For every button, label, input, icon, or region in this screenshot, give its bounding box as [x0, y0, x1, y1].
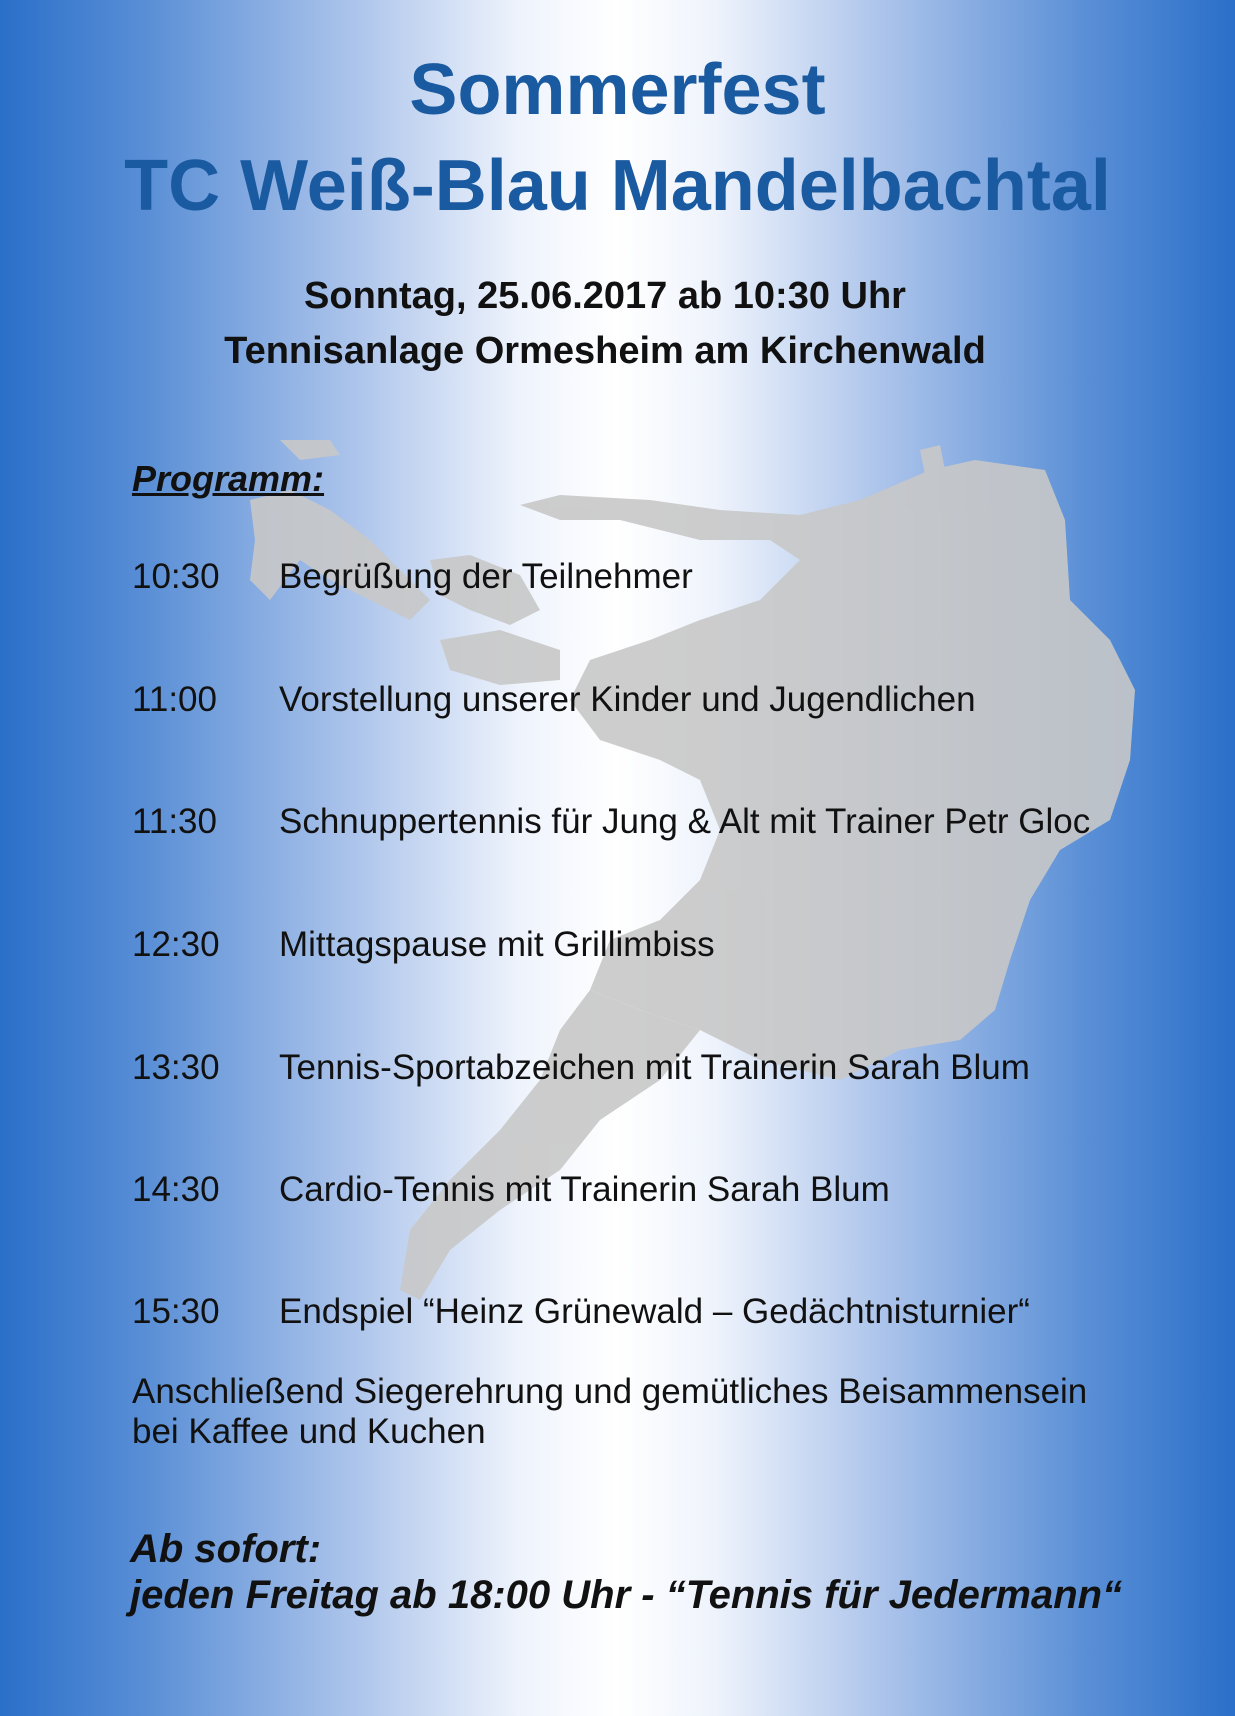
program-time: 11:30 — [132, 802, 217, 841]
program-time: 11:00 — [132, 680, 217, 719]
event-date: Sonntag, 25.06.2017 ab 10:30 Uhr — [304, 275, 906, 317]
closing-line-1: Anschließend Siegerehrung und gemütliches Beisammensein — [132, 1372, 1088, 1411]
program-time: 13:30 — [132, 1048, 220, 1087]
program-item — [132, 924, 715, 966]
title-line-1: Sommerfest — [409, 50, 826, 130]
program-text: Schnuppertennis für Jung & Alt mit Trainer Petr Gloc — [279, 802, 1091, 841]
program-text: Begrüßung der Teilnehmer — [279, 557, 693, 596]
event-location: Tennisanlage Ormesheim am Kirchenwald — [224, 330, 986, 372]
program-text: Vorstellung unserer Kinder und Jugendlichen — [279, 680, 976, 719]
program-time: 15:30 — [132, 1292, 220, 1331]
program-text: Cardio-Tennis mit Trainerin Sarah Blum — [279, 1170, 890, 1209]
program-text: Mittagspause mit Grillimbiss — [279, 925, 715, 964]
program-item — [132, 1169, 890, 1211]
program-item — [132, 556, 693, 598]
program-item — [132, 1291, 1030, 1333]
program-text: Endspiel “Heinz Grünewald – Gedächtnisturnier“ — [279, 1292, 1030, 1331]
program-item — [132, 679, 976, 721]
closing-note — [132, 1372, 1212, 1452]
footer-line-2: jeden Freitag ab 18:00 Uhr - “Tennis für Jedermann“ — [130, 1573, 1123, 1617]
program-item — [132, 801, 1090, 843]
program-item — [132, 1047, 1030, 1089]
title-line-2: TC Weiß-Blau Mandelbachtal — [124, 146, 1111, 226]
program-time: 10:30 — [132, 557, 220, 596]
closing-line-2: bei Kaffee und Kuchen — [132, 1412, 486, 1451]
program-time: 14:30 — [132, 1170, 220, 1209]
program-time: 12:30 — [132, 925, 220, 964]
program-text: Tennis-Sportabzeichen mit Trainerin Sarah Blum — [279, 1048, 1030, 1087]
program-heading: Programm: — [132, 458, 325, 499]
footer-line-1: Ab sofort: — [130, 1527, 322, 1571]
